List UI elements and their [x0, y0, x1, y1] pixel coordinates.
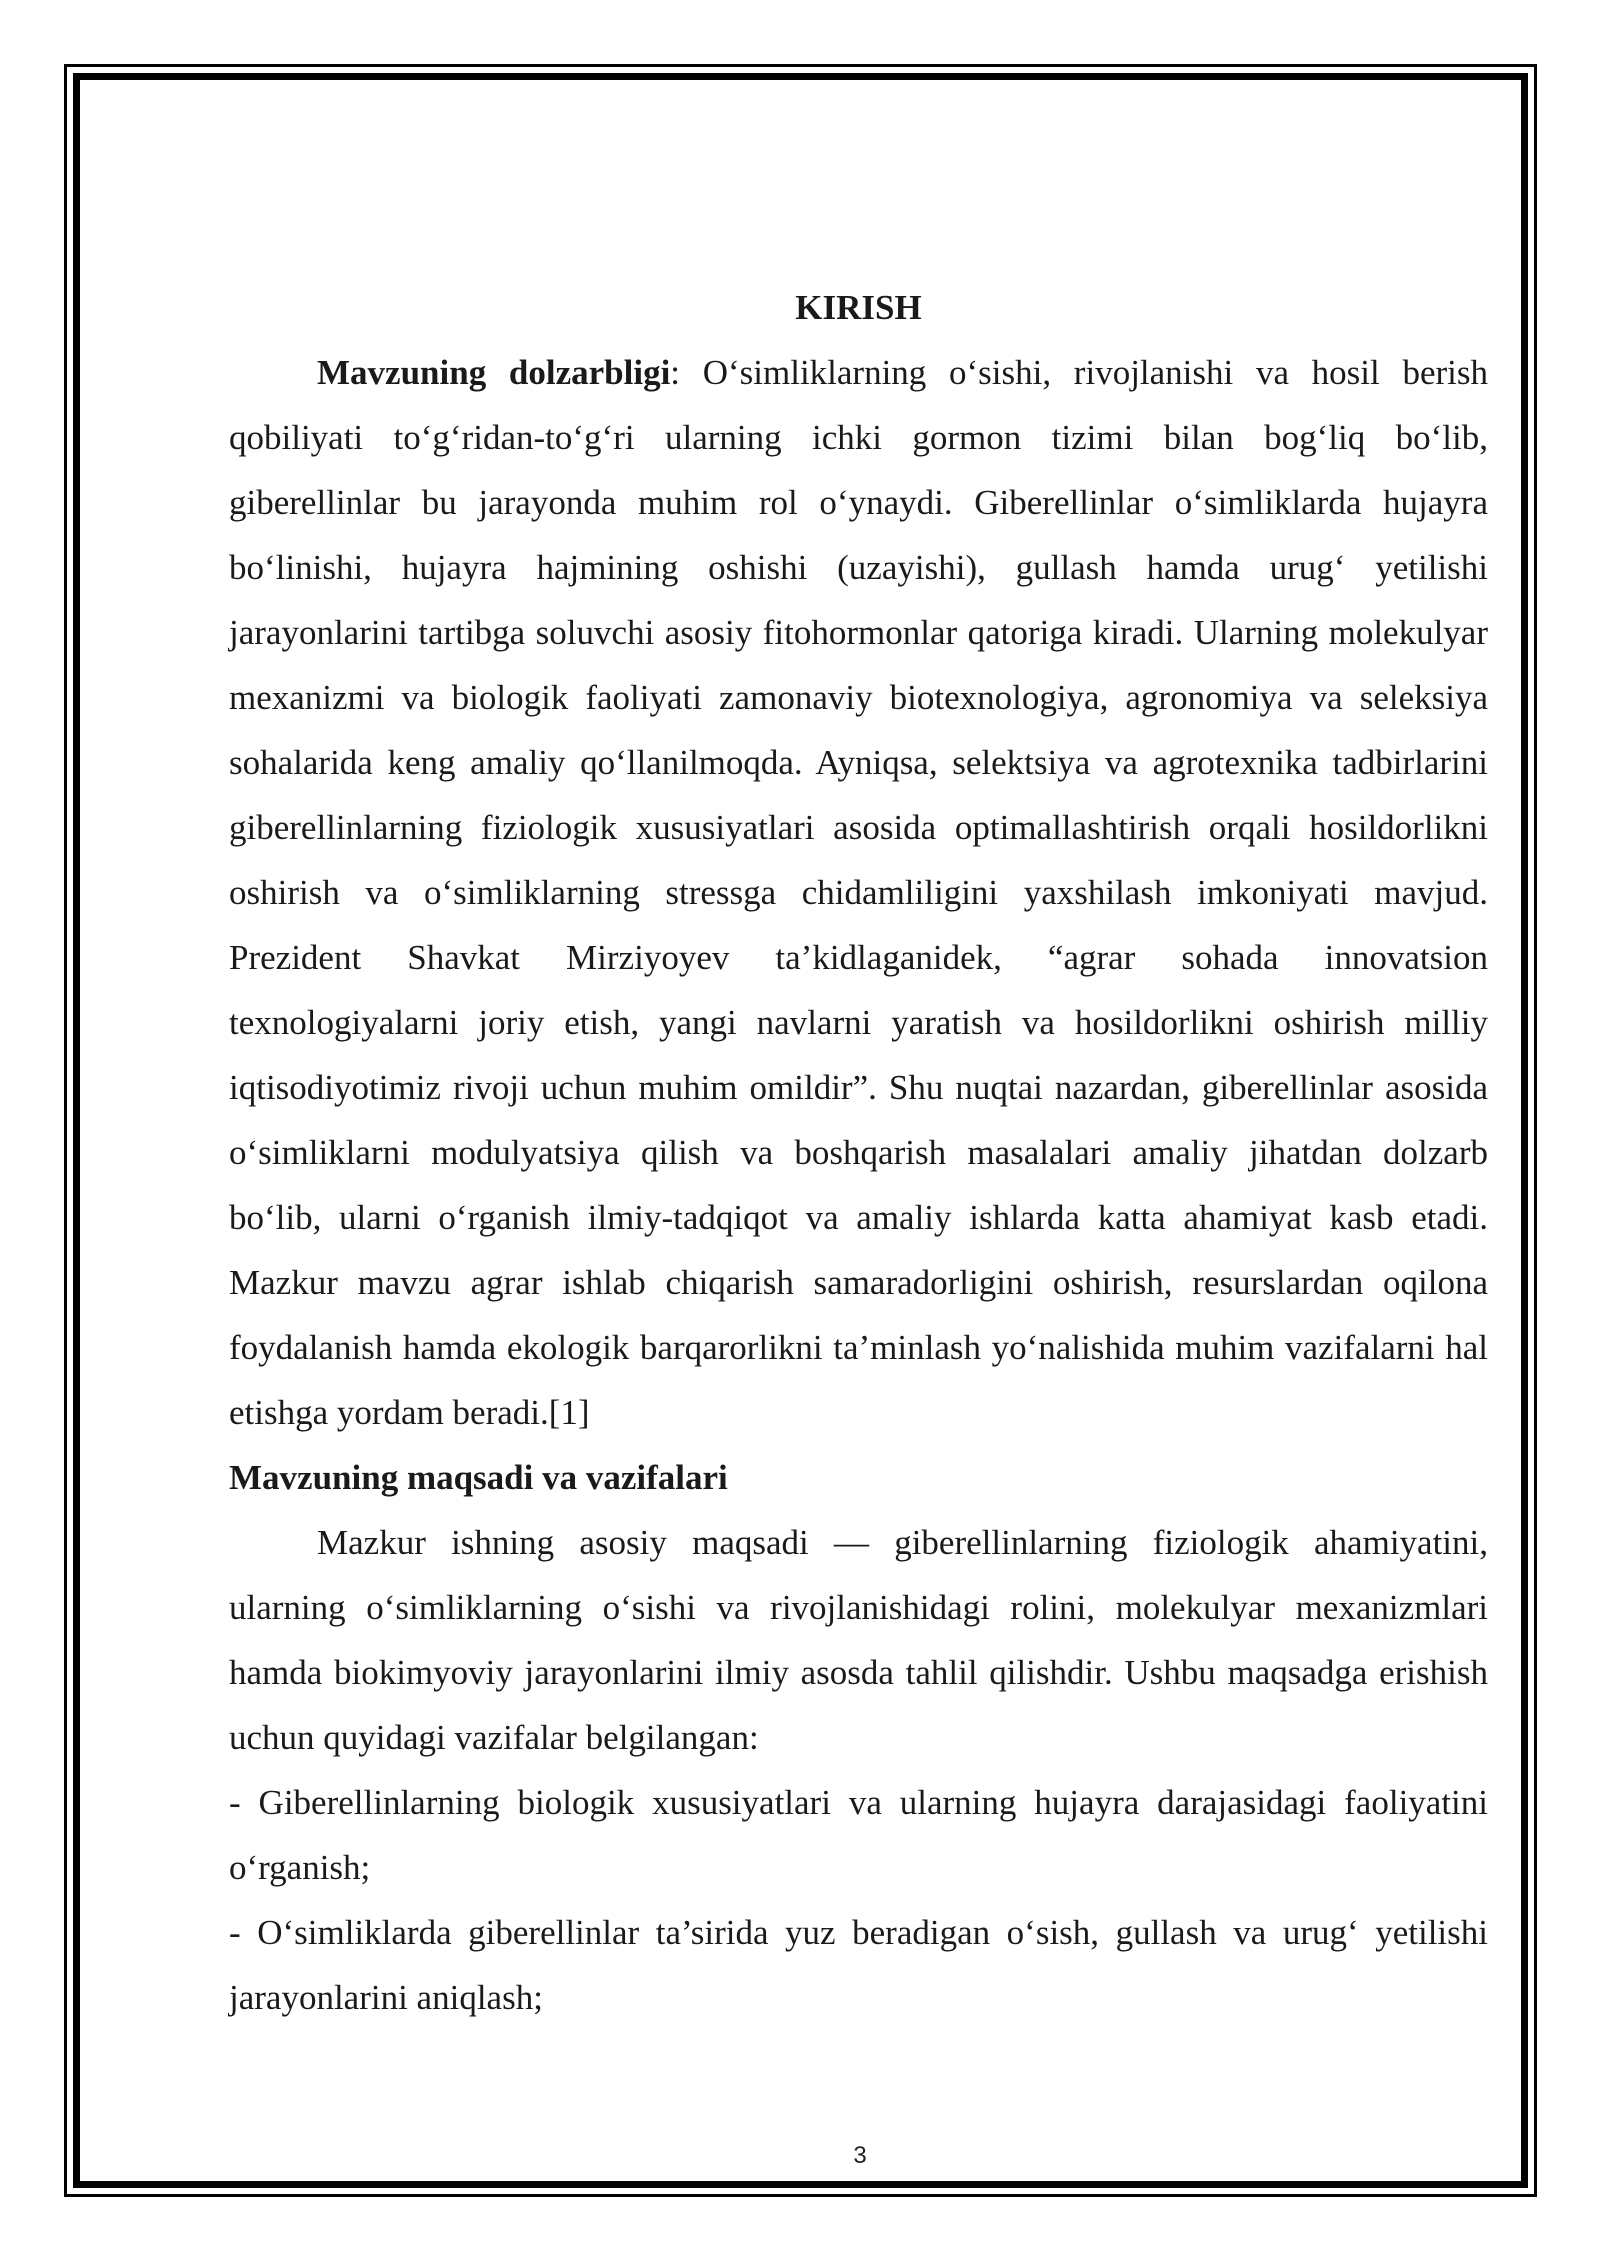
page-number: 3: [853, 2142, 867, 2169]
goal-paragraph: Mazkur ishning asosiy maqsadi — giberellinlarning fiziologik ahamiyatini, ularning o‘simliklarning o‘sishi va rivojlanishidagi rolini, molekulyar mexanizmlari hamda biokimyoviy jarayonlarini ilmiy asosda tahlil qilishdir. Ushbu maqsadga erishish uchun quyidagi vazifalar belgilangan:: [229, 1523, 1488, 1757]
intro-paragraph: [229, 340, 1488, 1445]
document-title: KIRISH: [795, 288, 922, 327]
task-item: - O‘simliklarda giberellinlar ta’sirida yuz beradigan o‘sish, gullash va urug‘ yetilishi jarayonlarini aniqlash;: [229, 1913, 1488, 2017]
task-item: - Giberellinlarning biologik xususiyatlari va ularning hujayra darajasidagi faoliyatini o‘rganish;: [229, 1783, 1488, 1887]
intro-text: : O‘simliklarning o‘sishi, rivojlanishi va hosil berish qobiliyati to‘g‘ridan-to‘g‘ri ularning ichki gormon tizimi bilan bog‘liq bo‘lib, giberellinlar bu jarayonda muhim rol o‘ynaydi. Giberellinlar o‘simliklarda hujayra bo‘linishi, hujayra hajmining oshishi (uzayishi), gullash hamda urug‘ yetilishi jarayonlarini tartibga soluvchi asosiy fitohormonlar qatoriga kiradi. Ularning molekulyar mexanizmi va biologik faoliyati zamonaviy biotexnologiya, agronomiya va seleksiya sohalarida keng amaliy qo‘llanilmoqda. Ayniqsa, selektsiya va agrotexnika tadbirlarini giberellinlarning fiziologik xususiyatlari asosida optimallashtirish orqali hosildorlikni oshirish va o‘simliklarning stressga chidamliligini yaxshilash imkoniyati mavjud. Prezident Shavkat Mirziyoyev ta’kidlaganidek, “agrar sohada innovatsion texnologiyalarni joriy etish, yangi navlarni yaratish va hosildorlikni oshirish milliy iqtisodiyotimiz rivoji uchun muhim omildir”. Shu nuqtai nazardan, giberellinlar asosida o‘simliklarni modulyatsiya qilish va boshqarish masalalari amaliy jihatdan dolzarb bo‘lib, ularni o‘rganish ilmiy-tadqiqot va amaliy ishlarda katta ahamiyat kasb etadi. Mazkur mavzu agrar ishlab chiqarish samaradorligini oshirish, resurslardan oqilona foydalanish hamda ekologik barqarorlikni ta’minlash yo‘nalishida muhim vazifalarni hal etishga yordam beradi.[1]: [229, 353, 1488, 1432]
intro-lead: Mavzuning dolzarbligi: [317, 353, 671, 392]
document-body: [229, 275, 1488, 2030]
section-heading: Mavzuning maqsadi va vazifalari: [229, 1458, 728, 1497]
